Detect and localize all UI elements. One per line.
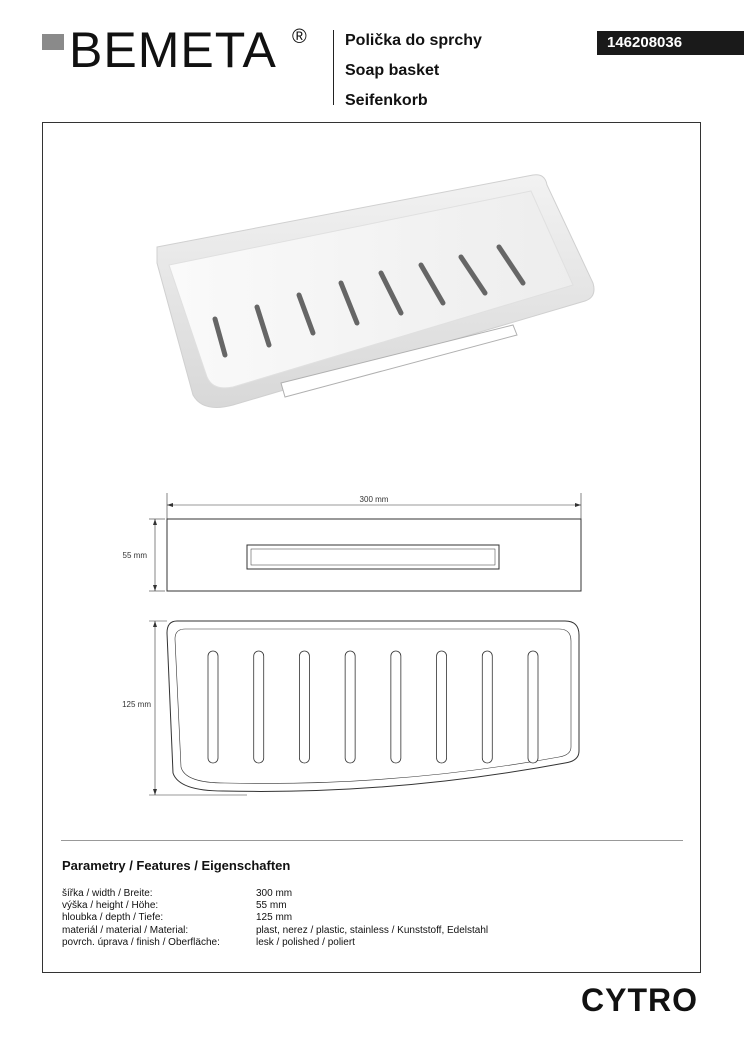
title-divider <box>333 30 334 105</box>
height-dimension: 55 mm <box>122 551 147 560</box>
drawing-slot <box>482 651 492 763</box>
drawing-slot <box>391 651 401 763</box>
series-name: CYTRO <box>581 982 698 1018</box>
product-photo <box>153 173 613 423</box>
product-titles <box>345 26 482 116</box>
spec-value: plast, nerez / plastic, stainless / Kunststoff, Edelstahl <box>256 924 489 936</box>
width-dimension: 300 mm <box>359 495 389 504</box>
brand-logo <box>42 22 322 78</box>
spec-label: hloubka / depth / Tiefe: <box>62 912 164 924</box>
drawing-slot <box>299 651 309 763</box>
title-en: Soap basket <box>345 62 440 79</box>
spec-value: 55 mm <box>256 900 287 912</box>
spec-row <box>62 912 488 924</box>
logo-mark-icon <box>42 34 64 50</box>
title-de: Seifenkorb <box>345 92 428 109</box>
section-separator <box>61 840 683 841</box>
spec-label: výška / height / Höhe: <box>62 900 159 912</box>
drawing-slot <box>528 651 538 763</box>
spec-row <box>62 888 488 900</box>
technical-drawing <box>93 483 653 803</box>
depth-dimension: 125 mm <box>122 700 151 709</box>
spec-label: povrch. úprava / finish / Oberfläche: <box>62 936 220 948</box>
specs-heading: Parametry / Features / Eigenschaften <box>62 858 291 873</box>
spec-value: 125 mm <box>256 912 293 924</box>
drawing-slot <box>437 651 447 763</box>
spec-row <box>62 900 488 912</box>
brand-name: BEMETA <box>69 22 277 78</box>
drawing-slot <box>345 651 355 763</box>
spec-row <box>62 937 488 949</box>
spec-value: 300 mm <box>256 888 293 899</box>
spec-label: materiál / material / Material: <box>62 924 189 936</box>
drawing-slot <box>254 651 264 763</box>
spec-label: šířka / width / Breite: <box>62 888 153 899</box>
spec-value: lesk / polished / poliert <box>256 936 355 948</box>
spec-row <box>62 925 488 937</box>
registered-mark: ® <box>292 26 307 48</box>
specs-table <box>62 888 488 949</box>
product-code: 146208036 <box>597 31 744 55</box>
title-cz: Polička do sprchy <box>345 32 482 49</box>
drawing-slot <box>208 651 218 763</box>
content-frame <box>42 122 701 973</box>
